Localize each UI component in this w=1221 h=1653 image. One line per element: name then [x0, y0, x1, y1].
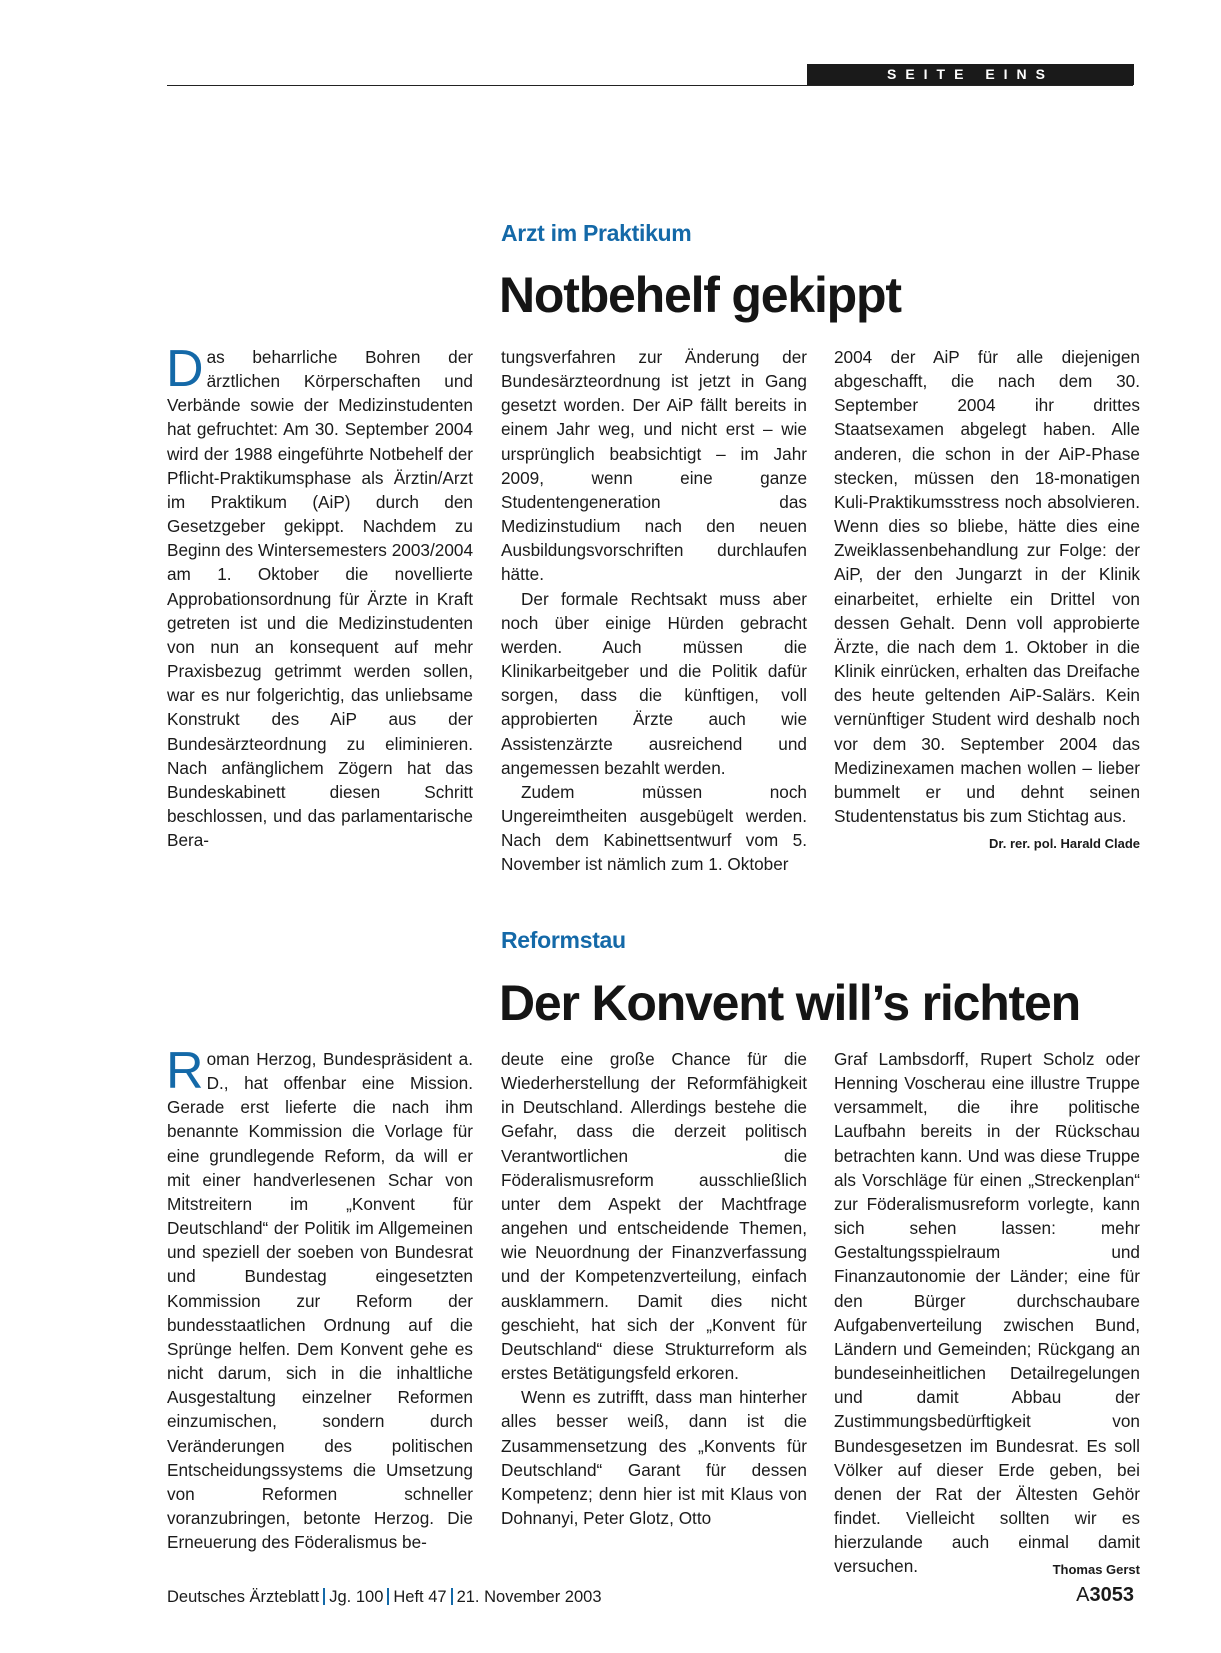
body-paragraph: deute eine große Chance für die Wiederherstellung der Reformfähigkeit in Deutschland. Allerdings bestehe die Gefahr, dass die derzeit politisch Verantwortlichen die Föderalismusreform ausschließlich unter dem Aspekt der Machtfrage angehen und entscheidende Themen, wie Neuordnung der Finanzverfassung und der Kompetenzverteilung, einfach ausklammern. Damit dies nicht geschieht, hat sich der „Konvent für Deutschland“ diese Strukturreform als erstes Betätigungsfeld erkoren.: [501, 1049, 807, 1384]
section-label: SEITE EINS: [807, 64, 1134, 85]
article-kicker: Arzt im Praktikum: [501, 220, 692, 246]
article-headline: Notbehelf gekippt: [499, 267, 901, 323]
author-byline: Dr. rer. pol. Harald Clade: [989, 836, 1140, 852]
article-column-2: [501, 1047, 807, 1530]
body-text: oman Herzog, Bundespräsident a. D., hat offenbar eine Mission. Gerade erst lieferte die nach ihm benannte Kommission die Vorlage für eine grundlegende Reform, da will er mit einer handverlesenen Schar von Mitstreitern im „Konvent für Deutschland“ der Politik im Allgemeinen und speziell der soeben von Bundesrat und Bundestag eingesetzten Kommission zur Reform der bundesstaatlichen Ordnung auf die Sprünge helfen. Dem Konvent gehe es nicht darum, sich in die inhaltliche Ausgestaltung einzelner Reformen einzumischen, sondern durch Veränderungen des politischen Entscheidungssystems die Umsetzung von Reformen schneller voranzubringen, betonte Herzog. Die Erneuerung des Föderalismus be-: [167, 1049, 473, 1553]
article-column-1: [166, 340, 473, 852]
footer-separator: [323, 1588, 325, 1605]
drop-cap: D: [166, 340, 204, 398]
page-prefix: A: [1076, 1584, 1090, 1606]
body-paragraph: tungsverfahren zur Änderung der Bundesärzteordnung ist jetzt in Gang gesetzt worden. Der AiP fällt bereits in einem Jahr weg, und nicht erst – wie ursprünglich beabsichtigt – im Jahr 2009, wenn eine ganze Studentengeneration das Medizinstudium nach den neuen Ausbildungsvorschriften durchlaufen hätte.: [501, 347, 807, 585]
footer-separator: [387, 1588, 389, 1605]
page-number-value: 3053: [1089, 1584, 1134, 1606]
body-text: Graf Lambsdorff, Rupert Scholz oder Henning Voscherau eine illustre Truppe versammelt, die ihre politische Laufbahn bereits in der Rückschau betrachten kann. Und was diese Truppe als Vorschläge für einen „Streckenplan“ zur Föderalismusreform vorlegte, kann sich sehen lassen: mehr Gestaltungsspielraum und Finanzautonomie der Länder; eine für den Bürger durchschaubare Aufgabenverteilung zwischen Bund, Ländern und Gemeinden; Rückgang an bundeseinheitlichen Detailregelungen und damit Abbau der Zustimmungsbedürftigkeit von Bundesgesetzen im Bundesrat. Es soll Völker auf dieser Erde geben, bei denen der Rat der Ältesten Gehör findet. Vielleicht sollten wir es hierzulande auch einmal damit versuchen.: [834, 1049, 1140, 1577]
body-paragraph: Der formale Rechtsakt muss aber noch über einige Hürden gebracht werden. Auch müssen die Klinikarbeitgeber und die Politik dafür sorgen, dass die künftigen, voll approbierten Ärzte auch wie Assistenzärzte ausreichend und angemessen bezahlt werden.: [501, 588, 807, 778]
journal-issue: Heft 47: [393, 1588, 447, 1606]
article-column-2: [501, 345, 807, 876]
issue-date: 21. November 2003: [456, 1588, 602, 1606]
article-kicker: Reformstau: [501, 927, 626, 953]
page-footer: [167, 1588, 602, 1607]
article-headline: Der Konvent will’s richten: [499, 975, 1080, 1031]
body-text: 2004 der AiP für alle diejenigen abgeschafft, die nach dem 30. September 2004 ihr drittes Staatsexamen abgelegt haben. Alle anderen, die schon in der AiP-Phase stecken, müssen den 18-monatigen Kuli-Praktikumsstress noch absolvieren. Wenn dies so bliebe, hätte dies eine Zweiklassenbehandlung zur Folge: der AiP, der den Jungarzt in der Klinik einarbeitet, erhielte ein Drittel von dessen Gehalt. Denn voll approbierte Ärzte, die nach dem 1. Oktober in die Klinik einrücken, erhalten das Dreifache des heute geltenden AiP-Salärs. Kein vernünftiger Student wird deshalb noch vor dem 30. September 2004 das Medizinexamen machen wollen – lieber bummelt er und dehnt seinen Studentenstatus bis zum Stichtag aus.: [834, 347, 1140, 826]
footer-separator: [451, 1588, 453, 1605]
body-paragraph: Wenn es zutrifft, dass man hinterher alles besser weiß, dann ist die Zusammensetzung des „Konvents für Deutschland“ Garant für dessen Kompetenz; denn hier ist mit Klaus von Dohnanyi, Peter Glotz, Otto: [501, 1387, 807, 1528]
article-column-1: [166, 1042, 473, 1554]
article-column-3: [834, 1047, 1140, 1582]
journal-volume: Jg. 100: [329, 1588, 384, 1606]
journal-name: Deutsches Ärzteblatt: [167, 1588, 320, 1606]
article-column-3: [834, 345, 1140, 856]
drop-cap: R: [166, 1042, 204, 1100]
body-text: as beharrliche Bohren der ärztlichen Körperschaften und Verbände sowie der Medizinstudenten hat gefruchtet: Am 30. September 2004 wird der 1988 eingeführte Notbehelf der Pflicht-Praktikumsphase als Ärztin/Arzt im Praktikum (AiP) durch den Gesetzgeber gekippt. Nachdem zu Beginn des Wintersemesters 2003/2004 am 1. Oktober die novellierte Approbationsordnung für Ärzte in Kraft getreten ist und die Medizinstudenten von nun an konsequent auf mehr Praxisbezug getrimmt werden sollen, war es nur folgerichtig, das unliebsame Konstrukt des AiP aus der Bundesärzteordnung zu eliminieren. Nach anfänglichem Zögern hat das Bundeskabinett diesen Schritt beschlossen, und das parlamentarische Bera-: [167, 347, 473, 851]
author-byline: Thomas Gerst: [1052, 1562, 1140, 1578]
header-rule: [167, 85, 1133, 86]
page-number: [1076, 1584, 1134, 1607]
body-paragraph: Zudem müssen noch Ungereimtheiten ausgebügelt werden. Nach dem Kabinettsentwurf vom 5. November ist nämlich zum 1. Oktober: [501, 781, 807, 875]
